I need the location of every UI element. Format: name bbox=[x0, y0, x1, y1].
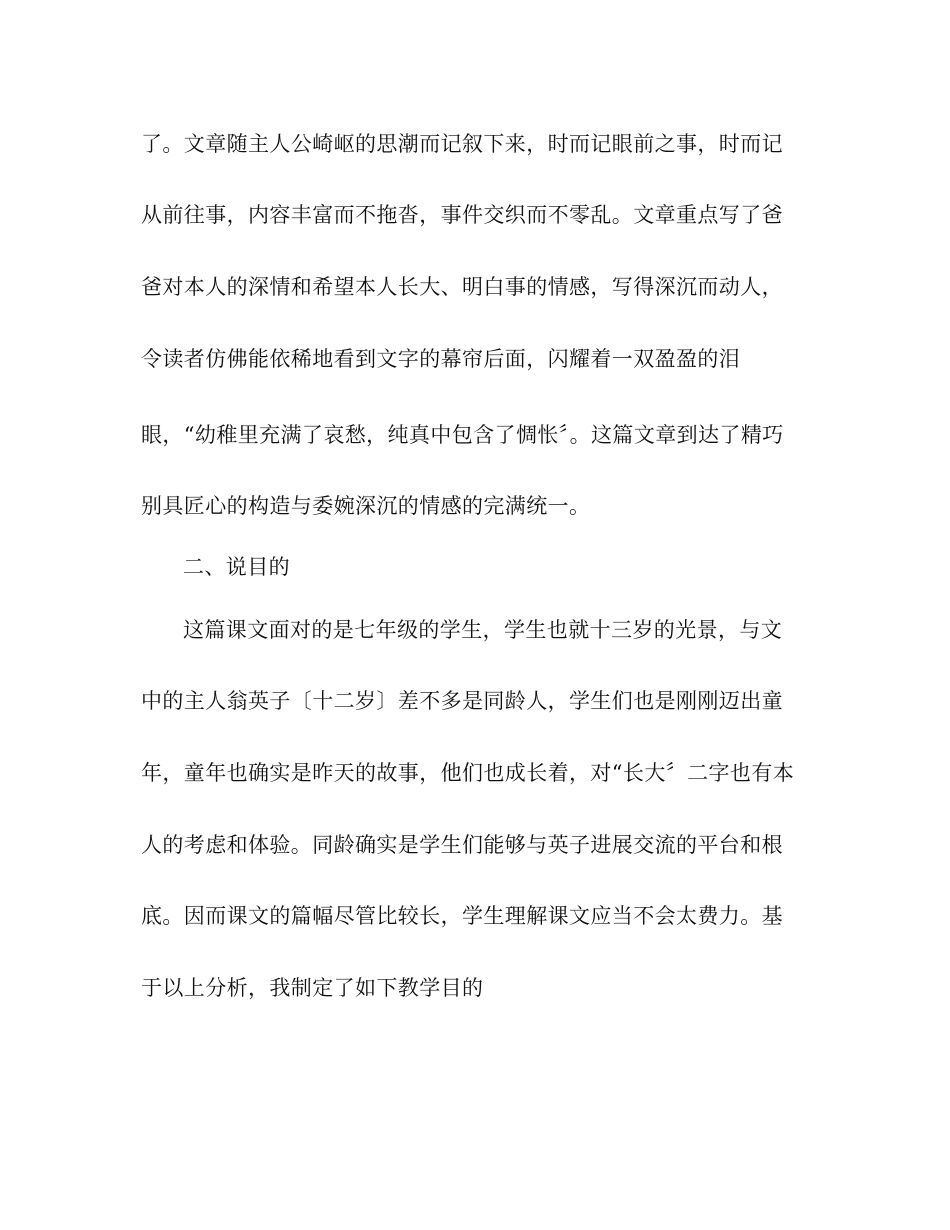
text-line: 于以上分析，我制定了如下教学目的 bbox=[141, 976, 484, 1000]
text-line: 这篇课文面对的是七年级的学生，学生也就十三岁的光景，与文 bbox=[183, 618, 783, 642]
text-line: 中的主人翁英子〔十二岁〕差不多是同龄人，学生们也是刚刚迈出童 bbox=[141, 689, 783, 713]
text-line: 令读者仿佛能依稀地看到文字的幕帘后面，闪耀着一双盈盈的泪 bbox=[141, 347, 741, 371]
text-line: 从前往事，内容丰富而不拖沓，事件交织而不零乱。文章重点写了爸 bbox=[141, 203, 783, 227]
text-line: 年，童年也确实是昨天的故事，他们也成长着，对“长大〞二字也有本 bbox=[141, 761, 795, 785]
text-line: 人的考虑和体验。同龄确实是学生们能够与英子进展交流的平台和根 bbox=[141, 833, 783, 857]
text-line: 眼，“幼稚里充满了哀愁，纯真中包含了惆怅〞。这篇文章到达了精巧 bbox=[141, 423, 784, 447]
text-line: 底。因而课文的篇幅尽管比较长，学生理解课文应当不会太费力。基 bbox=[141, 904, 783, 928]
text-line: 爸对本人的深情和希望本人长大、明白事的情感，写得深沉而动人， bbox=[141, 275, 783, 299]
section-heading: 二、说目的 bbox=[183, 555, 290, 579]
text-line: 了。文章随主人公崎岖的思潮而记叙下来，时而记眼前之事，时而记 bbox=[141, 132, 783, 156]
text-line: 别具匠心的构造与委婉深沉的情感的完满统一。 bbox=[141, 494, 591, 518]
